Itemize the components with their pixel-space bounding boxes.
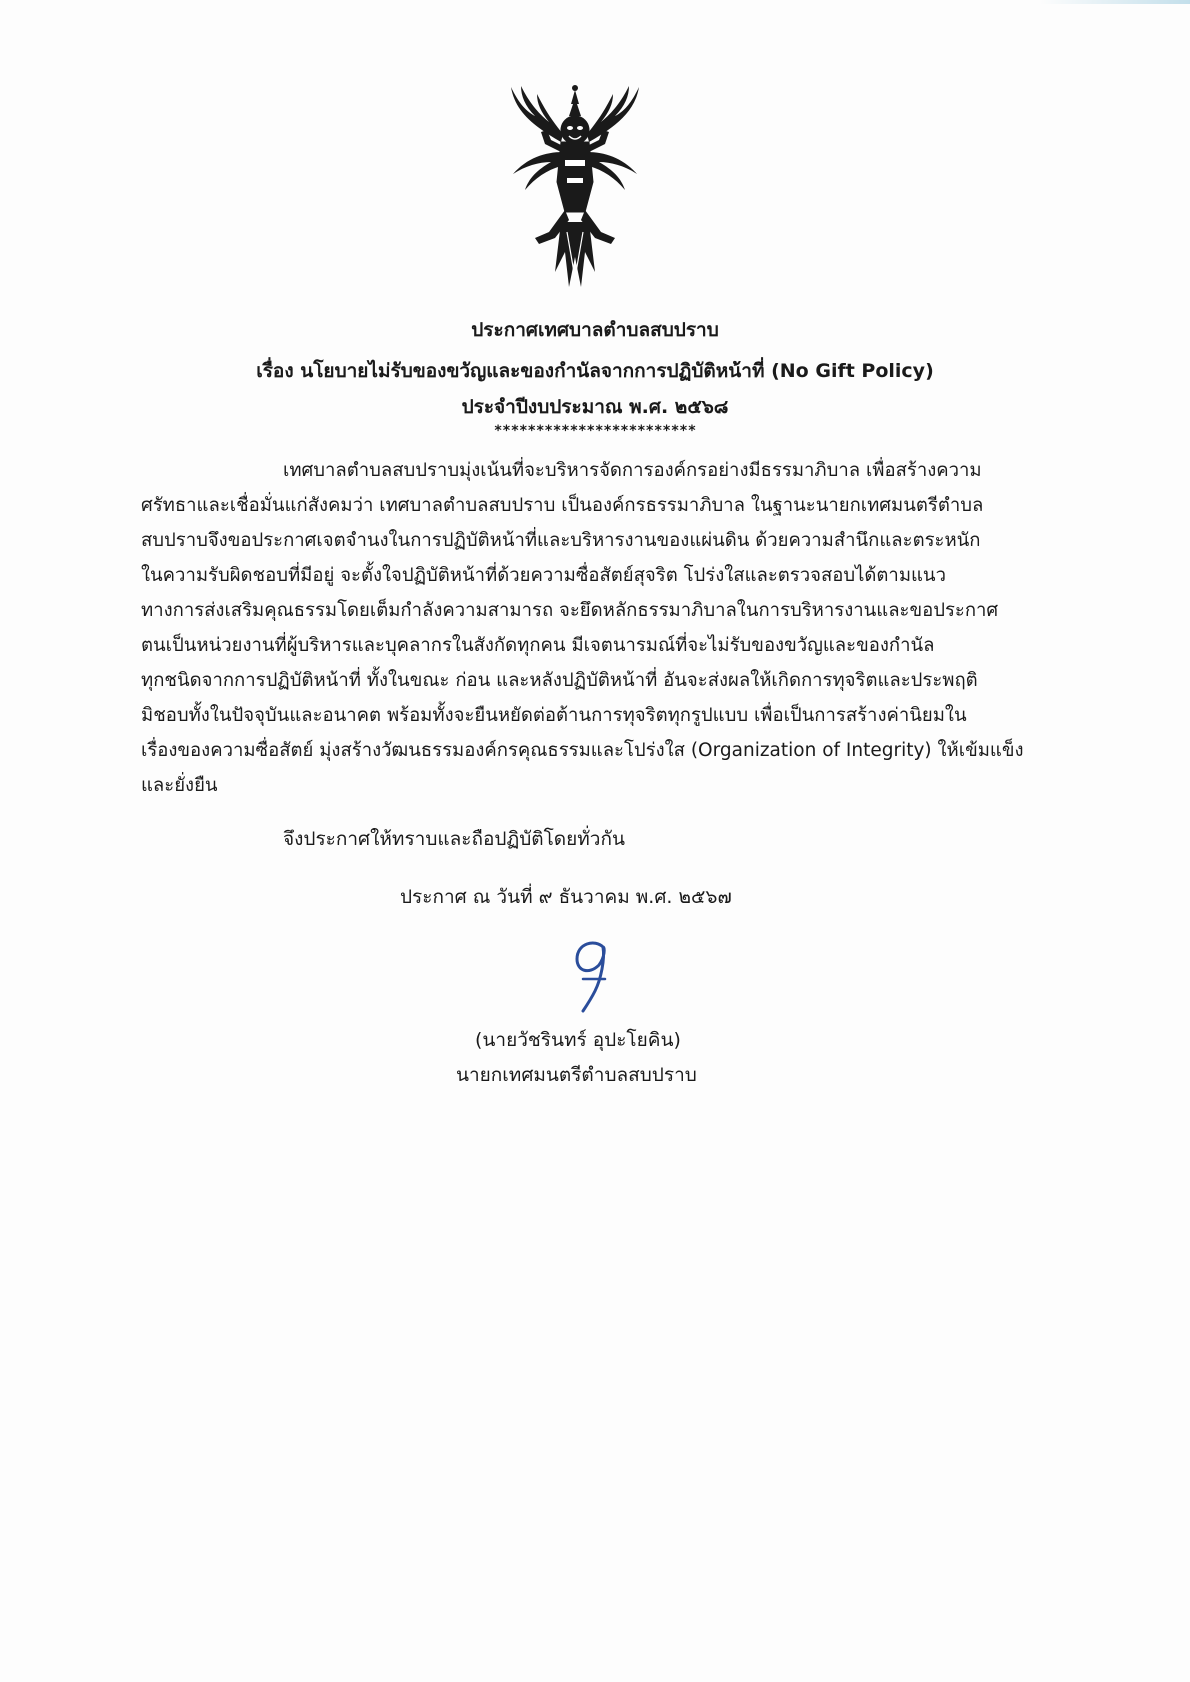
body-line: เทศบาลตำบลสบปราบมุ่งเน้นที่จะบริหารจัดการองค์กรอย่างมีธรรมาภิบาล เพื่อสร้างความ — [283, 460, 982, 481]
title-separator: ************************ — [493, 423, 697, 439]
body-line: ตนเป็นหน่วยงานที่ผู้บริหารและบุคลากรในสังกัดทุกคน มีเจตนารมณ์ที่จะไม่รับของขวัญและของกำนัล — [141, 635, 935, 656]
body-line: สบปราบจึงขอประกาศเจตจำนงในการปฏิบัติหน้าที่และบริหารงานของแผ่นดิน ด้วยความสำนึกและตระหนัก — [141, 530, 981, 551]
announce-line: จึงประกาศให้ทราบและถือปฏิบัติโดยทั่วกัน — [283, 828, 625, 850]
document-subject: เรื่อง นโยบายไม่รับของขวัญและของกำนัลจากการปฏิบัติหน้าที่ (No Gift Policy) — [256, 360, 934, 382]
body-line: ในความรับผิดชอบที่มีอยู่ จะตั้งใจปฏิบัติหน้าที่ด้วยความซื่อสัตย์สุจริต โปร่งใสและตรวจสอบได้ตามแนว — [141, 565, 946, 586]
handwritten-signature-icon — [565, 935, 625, 1015]
date-line: ประกาศ ณ วันที่ ๙ ธันวาคม พ.ศ. ๒๕๖๗ — [400, 886, 732, 908]
body-line: มิชอบทั้งในปัจจุบันและอนาคต พร้อมทั้งจะยืนหยัดต่อต้านการทุจริตทุกรูปแบบ เพื่อเป็นการสร้างค่านิยมใน — [141, 705, 967, 726]
body-line: ทุกชนิดจากการปฏิบัติหน้าที่ ทั้งในขณะ ก่อน และหลังปฏิบัติหน้าที่ อันจะส่งผลให้เกิดการทุจริตและประพฤติ — [141, 670, 978, 691]
signer-name: (นายวัชรินทร์ อุปะโยคิน) — [475, 1029, 681, 1051]
body-line: และยั่งยืน — [141, 775, 218, 796]
signer-position: นายกเทศมนตรีตำบลสบปราบ — [456, 1064, 697, 1086]
scan-edge-mark — [1040, 0, 1190, 4]
body-line: ศรัทธาและเชื่อมั่นแก่สังคมว่า เทศบาลตำบลสบปราบ เป็นองค์กรธรรมาภิบาล ในฐานะนายกเทศมนตรีตำบล — [141, 495, 984, 516]
garuda-emblem-icon — [505, 82, 645, 292]
body-line: ทางการส่งเสริมคุณธรรมโดยเต็มกำลังความสามารถ จะยึดหลักธรรมาภิบาลในการบริหารงานและขอประกาศ — [141, 600, 999, 621]
document-org-title: ประกาศเทศบาลตำบลสบปราบ — [471, 319, 719, 341]
body-line: เรื่องของความซื่อสัตย์ มุ่งสร้างวัฒนธรรมองค์กรคุณธรรมและโปร่งใส (Organization of Integrity) ให้เข้มแข็ง — [141, 740, 1024, 761]
document-fiscal-year: ประจำปีงบประมาณ พ.ศ. ๒๕๖๘ — [461, 396, 729, 418]
